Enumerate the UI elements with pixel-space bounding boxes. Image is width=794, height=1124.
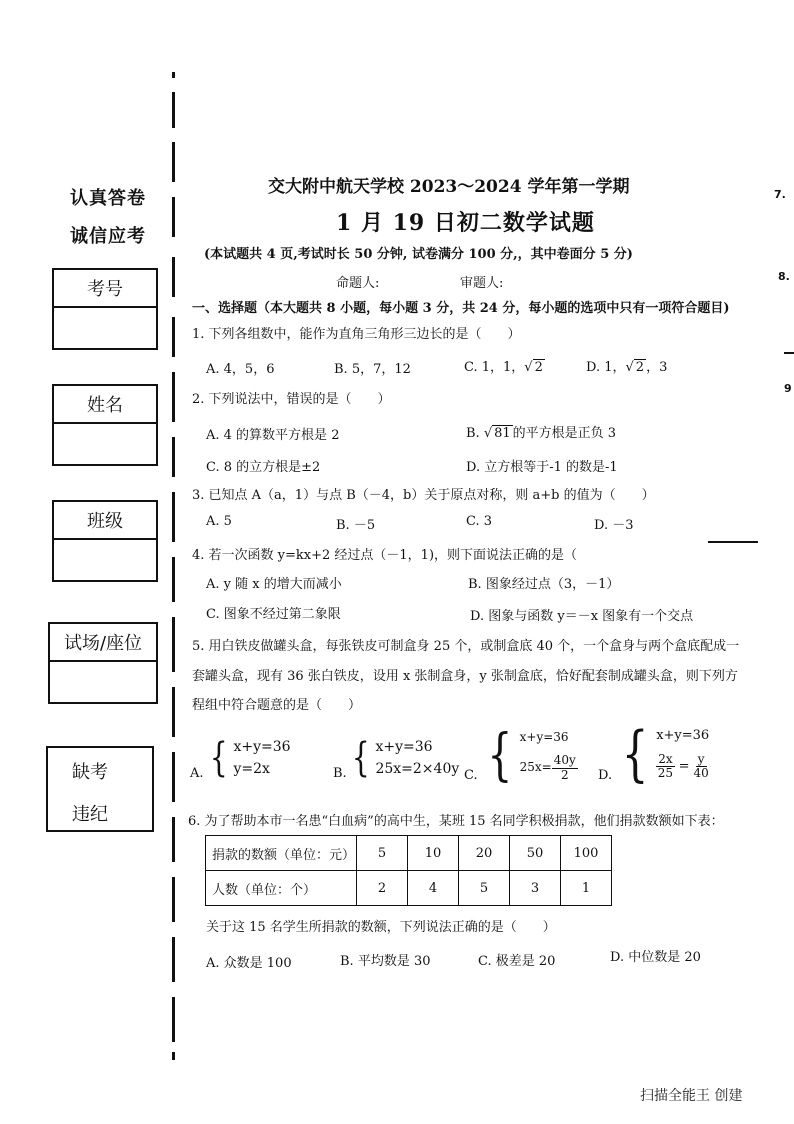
school-heading: 交大附中航天学校 2023～2024 学年第一学期 bbox=[268, 177, 630, 197]
q5-c-eq2: 25x= $\frac{40y}{2}$ bbox=[519, 753, 576, 782]
brace-icon: { bbox=[487, 723, 513, 788]
table-cell: 1 bbox=[561, 871, 612, 906]
edge-mark bbox=[708, 541, 758, 543]
q1-option-c[interactable] bbox=[464, 356, 545, 375]
class-field[interactable] bbox=[54, 540, 156, 580]
sqrt-symbol: √ 2 bbox=[625, 360, 645, 375]
name-field[interactable] bbox=[54, 424, 156, 464]
edge-mark bbox=[784, 352, 794, 354]
q6-option-d[interactable]: D. 中位数是 20 bbox=[610, 950, 701, 965]
question-5-line-2: 套罐头盒，现有 36 张白铁皮，设用 x 张制盒身，y 张制盒底，恰好配套制成罐头盒，则下列方 bbox=[192, 669, 738, 684]
q5-option-b-label[interactable]: B. bbox=[333, 766, 347, 781]
seat-box bbox=[48, 622, 158, 704]
question-2-stem: 2. 下列说法中，错误的是（ ） bbox=[192, 392, 391, 407]
q6-option-b[interactable]: B. 平均数是 30 bbox=[340, 954, 431, 969]
q3-option-b[interactable]: B. －5 bbox=[336, 518, 376, 533]
question-5-line-3: 程组中符合题意的是（ ） bbox=[192, 698, 362, 713]
q1-option-a[interactable]: A. 4，5，6 bbox=[206, 362, 275, 377]
setter-label: 命题人: bbox=[336, 276, 380, 291]
q4-option-a[interactable]: A. y 随 x 的增大而减小 bbox=[206, 577, 342, 592]
table-cell: 5 bbox=[357, 836, 408, 871]
binding-line bbox=[172, 72, 175, 1062]
q4-option-c[interactable]: C. 图象不经过第二象限 bbox=[206, 607, 341, 622]
absent-label: 缺考 bbox=[72, 762, 108, 783]
q3-option-c[interactable]: C. 3 bbox=[466, 514, 493, 529]
q5-option-b[interactable] bbox=[348, 735, 460, 781]
q2-option-b[interactable] bbox=[466, 422, 616, 441]
q5-option-a[interactable] bbox=[206, 735, 291, 781]
q1-option-d[interactable] bbox=[586, 356, 667, 375]
q5-a-eq1: x+y=36 bbox=[233, 739, 291, 755]
edge-fragment: 9 bbox=[784, 382, 792, 395]
q5-option-d-label[interactable]: D. bbox=[598, 768, 613, 783]
fraction: $\frac{40y}{2}$ bbox=[553, 753, 576, 782]
question-6-stem: 6. 为了帮助本市一名患“白血病”的高中生，某班 15 名同学积极捐款，他们捐款数额如下表： bbox=[188, 814, 724, 829]
q5-b-eq2: 25x=2×40y bbox=[375, 761, 460, 777]
name-label: 姓名 bbox=[54, 386, 156, 424]
table-cell: 50 bbox=[510, 836, 561, 871]
brace-icon: { bbox=[351, 735, 370, 781]
seat-field[interactable] bbox=[50, 662, 156, 702]
table-row bbox=[206, 871, 612, 906]
table-cell: 4 bbox=[408, 871, 459, 906]
sqrt-symbol: √ 81 bbox=[483, 426, 511, 441]
q5-c-eq1: x+y=36 bbox=[519, 730, 569, 745]
q5-d-eq2: $\frac{2x}{25}$ = $\frac{y}{40}$ bbox=[657, 751, 709, 780]
discipline-label: 违纪 bbox=[72, 804, 108, 825]
edge-fragment: 8. bbox=[778, 270, 790, 283]
exam-number-box bbox=[52, 268, 158, 350]
q4-option-d[interactable]: D. 图象与函数 y＝－x 图象有一个交点 bbox=[470, 609, 694, 624]
table-cell: 2 bbox=[357, 871, 408, 906]
q5-a-eq2: y=2x bbox=[233, 761, 270, 777]
class-label: 班级 bbox=[54, 502, 156, 540]
motto-line-1: 认真答卷 bbox=[70, 188, 146, 209]
edge-fragment: 7. bbox=[774, 188, 786, 201]
q2-b-prefix: B. bbox=[466, 426, 484, 441]
exam-number-field[interactable] bbox=[54, 308, 156, 348]
sqrt-symbol: √ 2 bbox=[524, 360, 543, 375]
fraction: $\frac{2x}{25}$ bbox=[657, 751, 674, 780]
q5-option-c-label[interactable]: C. bbox=[464, 768, 478, 783]
reviewer-label: 审题人: bbox=[460, 276, 504, 291]
q2-option-a[interactable]: A. 4 的算数平方根是 2 bbox=[206, 428, 340, 443]
brace-icon: { bbox=[209, 735, 228, 781]
class-box bbox=[52, 500, 158, 582]
q5-d-eq1: x+y=36 bbox=[656, 727, 710, 743]
question-5-line-1: 5. 用白铁皮做罐头盒，每张铁皮可制盒身 25 个，或制盒底 40 个，一个盒身与两个盒底配成一 bbox=[192, 639, 740, 654]
q6-option-c[interactable]: C. 极差是 20 bbox=[478, 954, 556, 969]
row-header-count: 人数（单位：个） bbox=[206, 871, 357, 906]
name-box bbox=[52, 384, 158, 466]
table-row bbox=[206, 836, 612, 871]
q1-d-prefix: D. 1， bbox=[586, 360, 626, 375]
exam-title: 1 月 19 日初二数学试题 bbox=[336, 210, 595, 236]
absent-box bbox=[46, 746, 154, 832]
q5-option-a-label[interactable]: A. bbox=[190, 766, 204, 781]
q6-option-a[interactable]: A. 众数是 100 bbox=[206, 956, 292, 971]
exam-number-label: 考号 bbox=[54, 270, 156, 308]
q3-option-d[interactable]: D. －3 bbox=[594, 518, 634, 533]
question-6-followup: 关于这 15 名学生所捐款的数额，下列说法正确的是（ ） bbox=[206, 920, 556, 935]
q5-option-d[interactable] bbox=[616, 719, 710, 789]
question-3-stem: 3. 已知点 A（a，1）与点 B（－4，b）关于原点对称，则 a+b 的值为（ ） bbox=[192, 488, 655, 503]
q2-option-d[interactable]: D. 立方根等于-1 的数是-1 bbox=[466, 460, 618, 475]
table-cell: 20 bbox=[459, 836, 510, 871]
donation-table bbox=[205, 835, 612, 906]
table-cell: 3 bbox=[510, 871, 561, 906]
question-1-stem: 1. 下列各组数中，能作为直角三角形三边长的是（ ） bbox=[192, 327, 521, 342]
q1-c-prefix: C. 1，1， bbox=[464, 360, 525, 375]
q4-option-b[interactable]: B. 图象经过点（3，－1） bbox=[468, 577, 620, 592]
q2-b-suffix: 的平方根是正负 3 bbox=[512, 426, 617, 441]
table-cell: 10 bbox=[408, 836, 459, 871]
motto-line-2: 诚信应考 bbox=[70, 226, 146, 247]
q3-option-a[interactable]: A. 5 bbox=[206, 514, 232, 529]
section-heading: 一、选择题（本大题共 8 小题，每小题 3 分，共 24 分，每小题的选项中只有一项符合题目) bbox=[192, 301, 730, 316]
q5-b-eq1: x+y=36 bbox=[375, 739, 433, 755]
exam-info: (本试题共 4 页,考试时长 50 分钟, 试卷满分 100 分,，其中卷面分 5 分) bbox=[204, 247, 633, 262]
q1-option-b[interactable]: B. 5，7，12 bbox=[334, 362, 411, 377]
seat-label: 试场/座位 bbox=[50, 624, 156, 662]
scanner-watermark: 扫描全能王 创建 bbox=[640, 1088, 743, 1104]
q5-option-c[interactable] bbox=[482, 723, 578, 788]
brace-icon: { bbox=[621, 719, 649, 789]
q1-d-suffix: ，3 bbox=[646, 360, 668, 375]
table-cell: 5 bbox=[459, 871, 510, 906]
fraction: $\frac{y}{40}$ bbox=[693, 751, 709, 780]
row-header-amount: 捐款的数额（单位：元） bbox=[206, 836, 357, 871]
q2-option-c[interactable]: C. 8 的立方根是±2 bbox=[206, 460, 321, 475]
table-cell: 100 bbox=[561, 836, 612, 871]
question-4-stem: 4. 若一次函数 y=kx+2 经过点（－1，1)，则下面说法正确的是（ bbox=[192, 548, 578, 563]
